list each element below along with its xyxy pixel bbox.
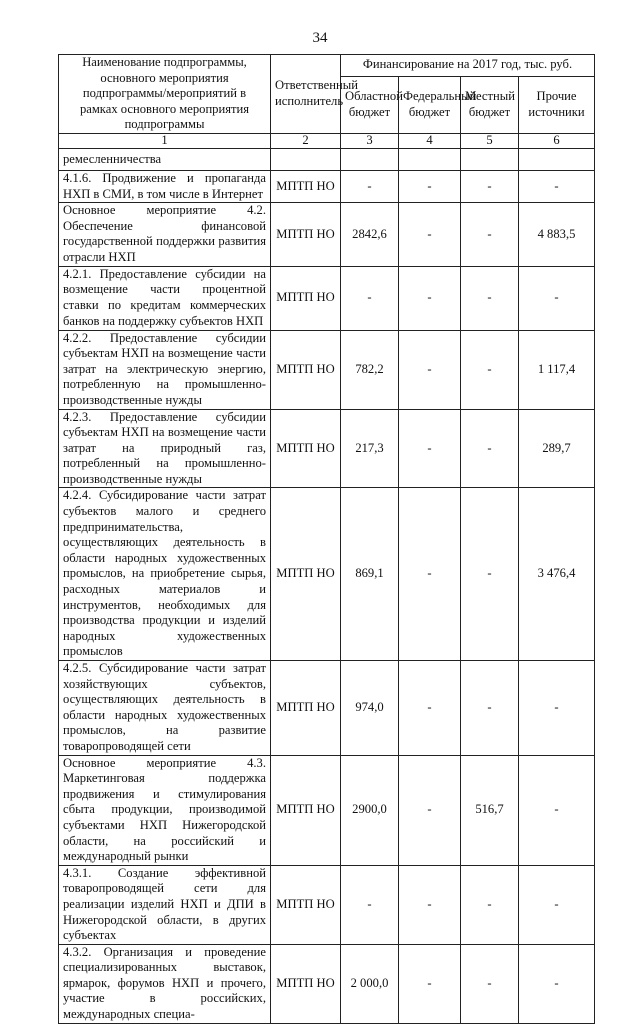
executor: МПТП НО bbox=[271, 944, 341, 1023]
table-row bbox=[59, 661, 595, 756]
other-sources-value: 289,7 bbox=[519, 409, 595, 488]
local-budget-value: - bbox=[461, 409, 519, 488]
local-budget-value: - bbox=[461, 488, 519, 661]
table-row bbox=[59, 170, 595, 202]
column-number: 3 bbox=[341, 133, 399, 148]
executor: МПТП НО bbox=[271, 661, 341, 756]
table-row bbox=[59, 755, 595, 865]
other-sources-value: 1 117,4 bbox=[519, 330, 595, 409]
regional-budget-value: - bbox=[341, 266, 399, 330]
header-other-sources: Прочие источники bbox=[519, 76, 595, 133]
regional-budget-value: 974,0 bbox=[341, 661, 399, 756]
activity-name: 4.2.3. Предоставление субсидии субъектам НХП на возмещение части затрат на природный газ, потребленный на промышленно-производственные нужды bbox=[59, 409, 271, 488]
activity-name: 4.2.4. Субсидирование части затрат субъектов малого и среднего предпринимательства, осуществляющих деятельность в области народных художественных промыслов, на приобретение сырья, расходных материалов и инструментов, необходимых для производства продукции и изделий народных художественных промыслов bbox=[59, 488, 271, 661]
executor: МПТП НО bbox=[271, 266, 341, 330]
table-row bbox=[59, 148, 595, 170]
table-row bbox=[59, 944, 595, 1023]
regional-budget-value bbox=[341, 148, 399, 170]
other-sources-value: - bbox=[519, 266, 595, 330]
local-budget-value: - bbox=[461, 661, 519, 756]
federal-budget-value: - bbox=[399, 409, 461, 488]
other-sources-value: 4 883,5 bbox=[519, 203, 595, 266]
header-name-column: Наименование подпрограммы, основного мероприятия подпрограммы/мероприятий в рамках основного мероприятия подпрограммы bbox=[59, 55, 271, 134]
activity-name: Основное мероприятие 4.2. Обеспечение финансовой государственной поддержки развития отрасли НХП bbox=[59, 203, 271, 266]
other-sources-value: - bbox=[519, 170, 595, 202]
executor: МПТП НО bbox=[271, 865, 341, 944]
executor: МПТП НО bbox=[271, 330, 341, 409]
regional-budget-value: - bbox=[341, 865, 399, 944]
activity-name: ремесленничества bbox=[59, 148, 271, 170]
local-budget-value: - bbox=[461, 266, 519, 330]
header-federal-budget: Федеральный бюджет bbox=[399, 76, 461, 133]
table-row bbox=[59, 409, 595, 488]
local-budget-value: - bbox=[461, 944, 519, 1023]
federal-budget-value: - bbox=[399, 170, 461, 202]
regional-budget-value: 2 000,0 bbox=[341, 944, 399, 1023]
executor: МПТП НО bbox=[271, 203, 341, 266]
header-executor-column: Ответственный исполнитель bbox=[271, 55, 341, 134]
other-sources-value: - bbox=[519, 661, 595, 756]
executor bbox=[271, 148, 341, 170]
table-row bbox=[59, 266, 595, 330]
activity-name: Основное мероприятие 4.3. Маркетинговая поддержка продвижения и стимулирования сбыта продукции, производимой субъектами НХП Нижегородской области, на российский и международный рынки bbox=[59, 755, 271, 865]
executor: МПТП НО bbox=[271, 170, 341, 202]
column-number: 4 bbox=[399, 133, 461, 148]
other-sources-value: 3 476,4 bbox=[519, 488, 595, 661]
activity-name: 4.3.1. Создание эффективной товаропроводящей сети для реализации изделий НХП и ДПИ в Нижегородской области, в других субъектах bbox=[59, 865, 271, 944]
page-number: 34 bbox=[312, 30, 328, 46]
other-sources-value: - bbox=[519, 944, 595, 1023]
federal-budget-value: - bbox=[399, 266, 461, 330]
regional-budget-value: 217,3 bbox=[341, 409, 399, 488]
table-row bbox=[59, 203, 595, 266]
column-number: 6 bbox=[519, 133, 595, 148]
table-row bbox=[59, 865, 595, 944]
federal-budget-value: - bbox=[399, 865, 461, 944]
header-local-budget: Местный бюджет bbox=[461, 76, 519, 133]
regional-budget-value: 869,1 bbox=[341, 488, 399, 661]
executor: МПТП НО bbox=[271, 755, 341, 865]
table-row bbox=[59, 330, 595, 409]
table-row bbox=[59, 488, 595, 661]
column-number: 5 bbox=[461, 133, 519, 148]
executor: МПТП НО bbox=[271, 488, 341, 661]
column-number-row bbox=[59, 133, 595, 148]
regional-budget-value: 2842,6 bbox=[341, 203, 399, 266]
federal-budget-value: - bbox=[399, 203, 461, 266]
column-number: 1 bbox=[59, 133, 271, 148]
other-sources-value: - bbox=[519, 755, 595, 865]
local-budget-value: - bbox=[461, 170, 519, 202]
activity-name: 4.3.2. Организация и проведение специализированных выставок, ярмарок, форумов НХП и прочего, участие в российских, международных специа- bbox=[59, 944, 271, 1023]
federal-budget-value: - bbox=[399, 488, 461, 661]
executor: МПТП НО bbox=[271, 409, 341, 488]
regional-budget-value: 2900,0 bbox=[341, 755, 399, 865]
other-sources-value: - bbox=[519, 865, 595, 944]
header-financing-group: Финансирование на 2017 год, тыс. руб. bbox=[341, 55, 595, 77]
financing-table bbox=[58, 54, 595, 1024]
federal-budget-value: - bbox=[399, 755, 461, 865]
local-budget-value: 516,7 bbox=[461, 755, 519, 865]
federal-budget-value: - bbox=[399, 330, 461, 409]
local-budget-value: - bbox=[461, 865, 519, 944]
other-sources-value bbox=[519, 148, 595, 170]
federal-budget-value bbox=[399, 148, 461, 170]
activity-name: 4.2.2. Предоставление субсидии субъектам НХП на возмещение части затрат на электрическую энергию, потребленную на промышленно-производственные нужды bbox=[59, 330, 271, 409]
activity-name: 4.2.1. Предоставление субсидии на возмещение части процентной ставки по кредитам коммерческих банков на поддержку субъектов НХП bbox=[59, 266, 271, 330]
activity-name: 4.1.6. Продвижение и пропаганда НХП в СМИ, в том числе в Интернет bbox=[59, 170, 271, 202]
federal-budget-value: - bbox=[399, 944, 461, 1023]
federal-budget-value: - bbox=[399, 661, 461, 756]
local-budget-value: - bbox=[461, 330, 519, 409]
local-budget-value: - bbox=[461, 203, 519, 266]
header-regional-budget: Областной бюджет bbox=[341, 76, 399, 133]
activity-name: 4.2.5. Субсидирование части затрат хозяйствующих субъектов, осуществляющих деятельность в области народных художественных промыслов, на развитие товаропроводящей сети bbox=[59, 661, 271, 756]
regional-budget-value: - bbox=[341, 170, 399, 202]
local-budget-value bbox=[461, 148, 519, 170]
column-number: 2 bbox=[271, 133, 341, 148]
regional-budget-value: 782,2 bbox=[341, 330, 399, 409]
